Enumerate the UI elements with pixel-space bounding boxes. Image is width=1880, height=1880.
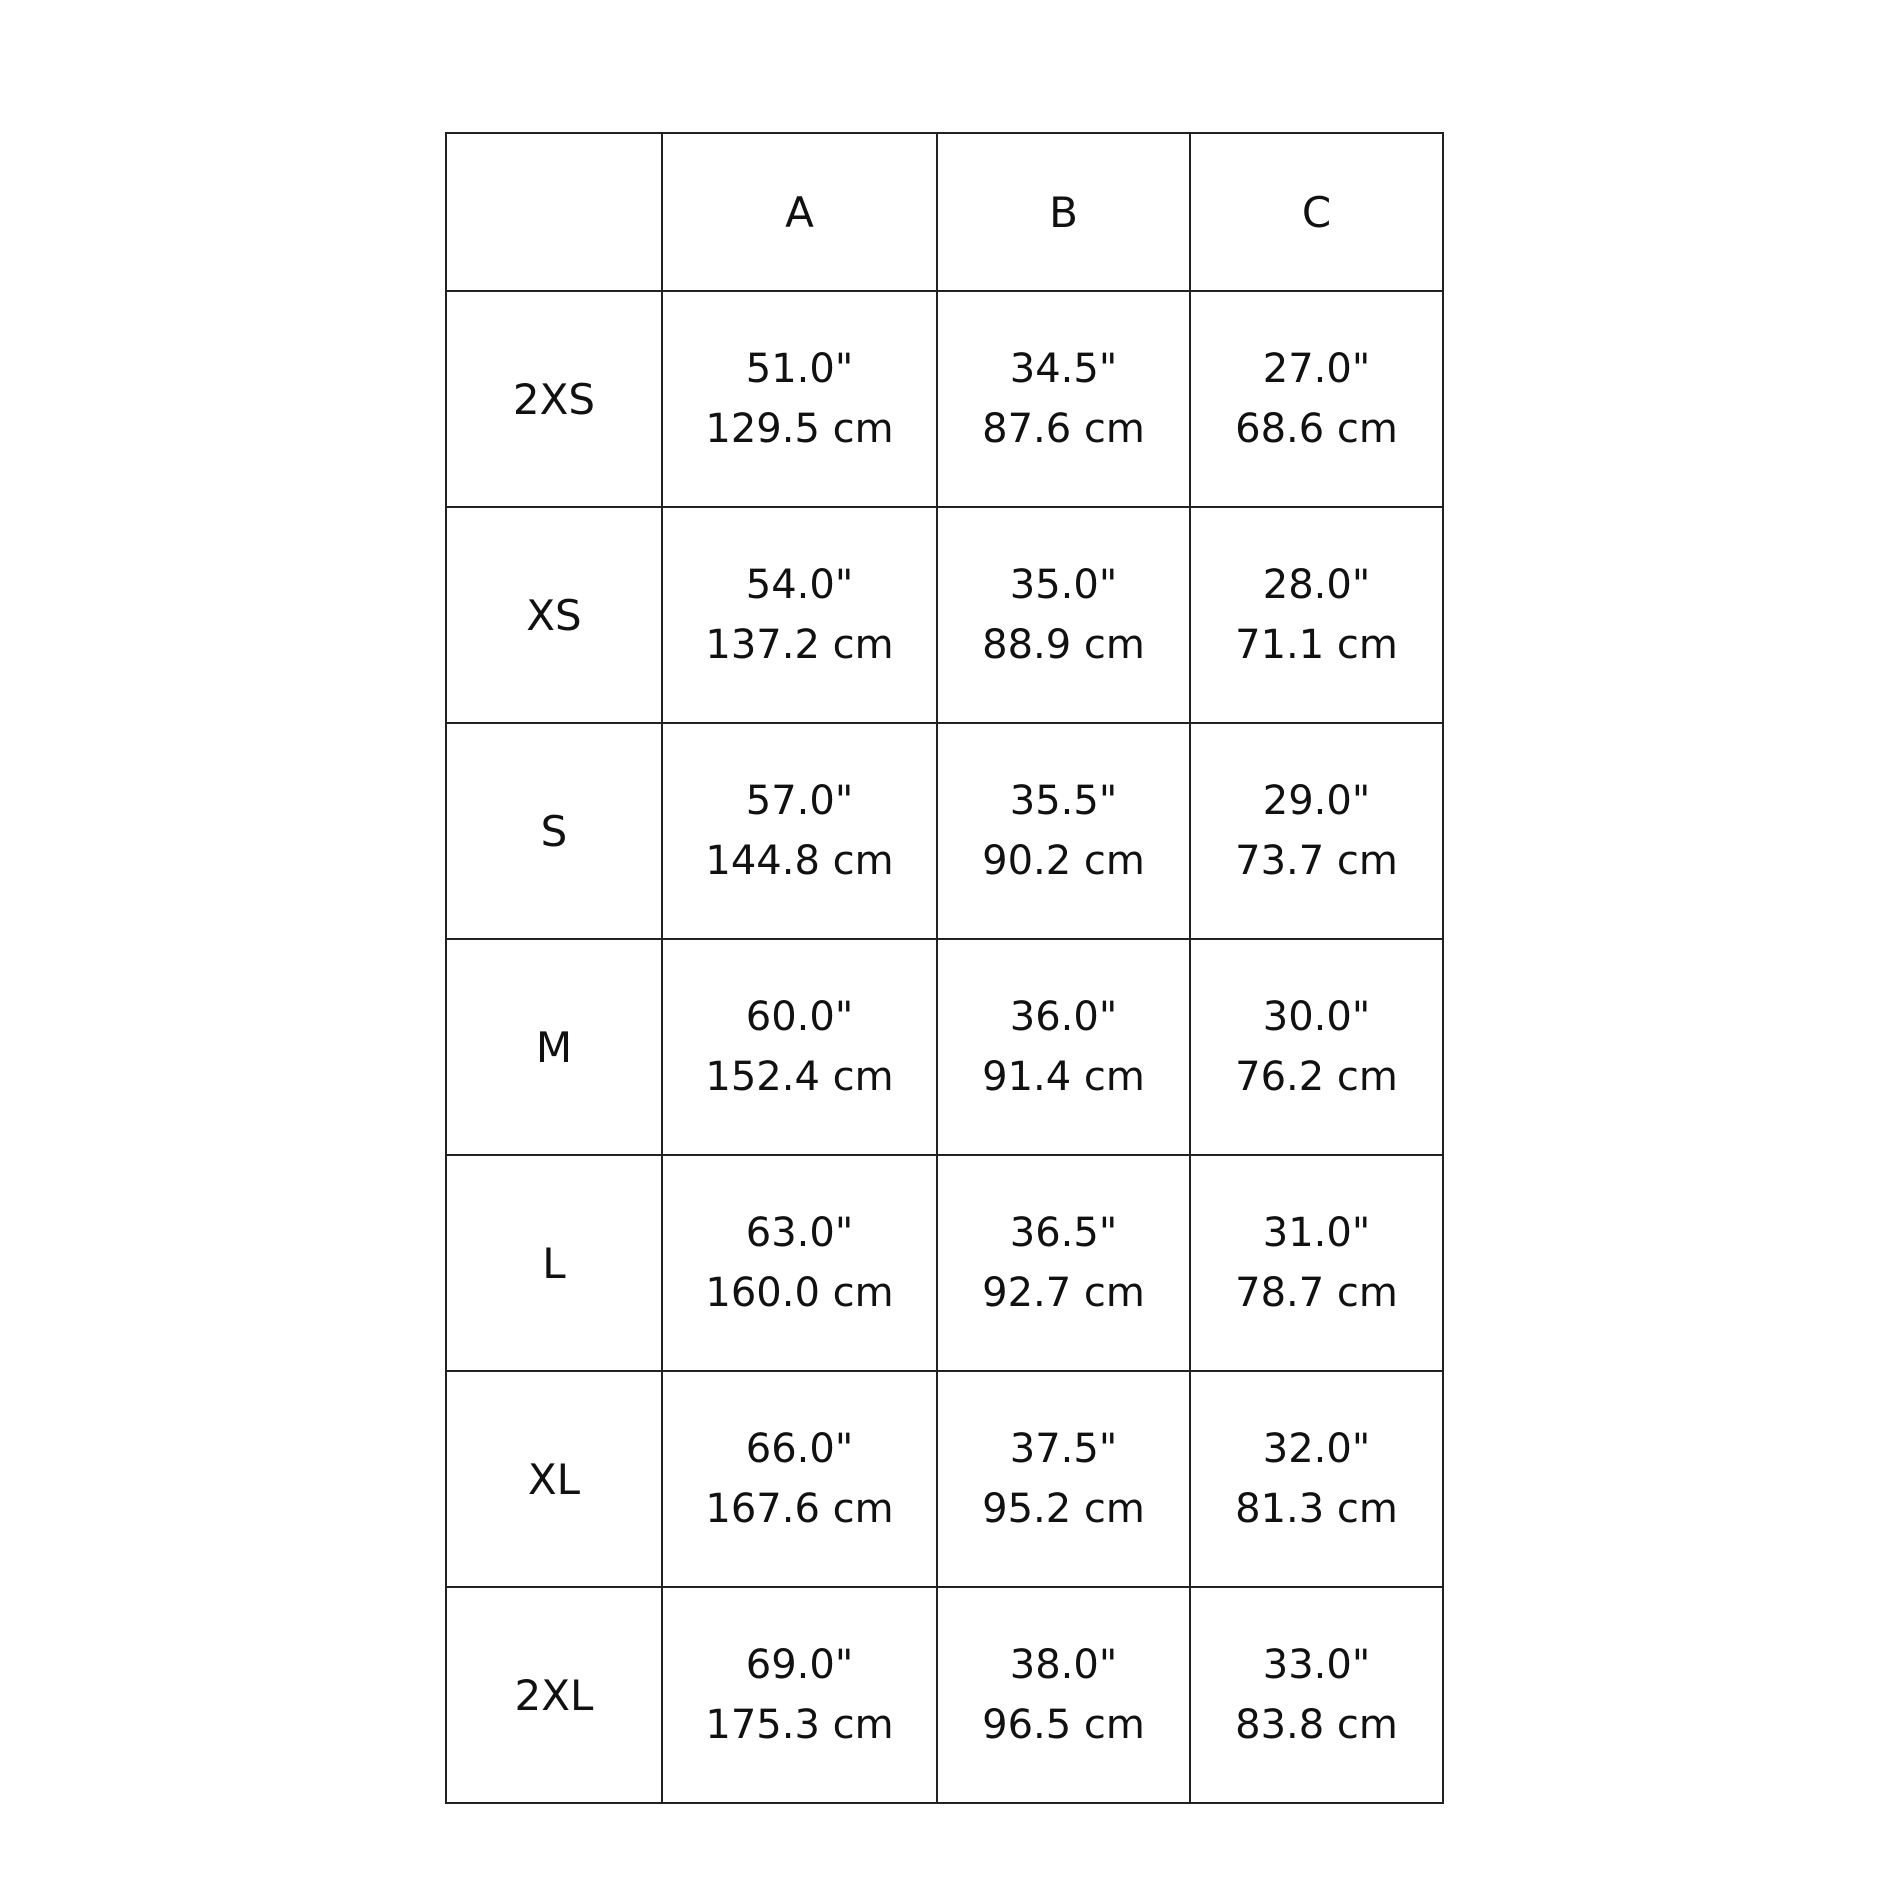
cm-value: 96.5 cm xyxy=(982,1702,1145,1748)
cm-value: 90.2 cm xyxy=(982,838,1145,884)
table-row xyxy=(446,507,1443,723)
measurement-cell xyxy=(937,939,1190,1155)
size-label: S xyxy=(446,723,662,939)
measurement-cell xyxy=(937,1587,1190,1803)
inch-value: 28.0" xyxy=(1262,562,1371,608)
measurement-cell xyxy=(1190,1587,1443,1803)
inch-value: 36.0" xyxy=(1009,994,1118,1040)
inch-value: 30.0" xyxy=(1262,994,1371,1040)
cm-value: 68.6 cm xyxy=(1235,406,1398,452)
measurement-cell xyxy=(937,723,1190,939)
column-header-a: A xyxy=(662,133,937,291)
cm-value: 144.8 cm xyxy=(705,838,894,884)
size-label: 2XL xyxy=(446,1587,662,1803)
header-row xyxy=(446,133,1443,291)
cm-value: 71.1 cm xyxy=(1235,622,1398,668)
inch-value: 69.0" xyxy=(745,1642,854,1688)
cm-value: 76.2 cm xyxy=(1235,1054,1398,1100)
size-label: XL xyxy=(446,1371,662,1587)
inch-value: 51.0" xyxy=(745,346,854,392)
measurement-cell xyxy=(937,1371,1190,1587)
inch-value: 37.5" xyxy=(1009,1426,1118,1472)
cm-value: 87.6 cm xyxy=(982,406,1145,452)
cm-value: 81.3 cm xyxy=(1235,1486,1398,1532)
measurement-cell xyxy=(662,507,937,723)
cm-value: 175.3 cm xyxy=(705,1702,894,1748)
table-row xyxy=(446,1155,1443,1371)
measurement-cell xyxy=(937,1155,1190,1371)
cm-value: 137.2 cm xyxy=(705,622,894,668)
inch-value: 35.0" xyxy=(1009,562,1118,608)
column-header-c: C xyxy=(1190,133,1443,291)
cm-value: 92.7 cm xyxy=(982,1270,1145,1316)
size-label: XS xyxy=(446,507,662,723)
cm-value: 83.8 cm xyxy=(1235,1702,1398,1748)
inch-value: 33.0" xyxy=(1262,1642,1371,1688)
table-row xyxy=(446,291,1443,507)
cm-value: 91.4 cm xyxy=(982,1054,1145,1100)
inch-value: 38.0" xyxy=(1009,1642,1118,1688)
cm-value: 95.2 cm xyxy=(982,1486,1145,1532)
cm-value: 160.0 cm xyxy=(705,1270,894,1316)
cm-value: 78.7 cm xyxy=(1235,1270,1398,1316)
inch-value: 63.0" xyxy=(745,1210,854,1256)
measurement-cell xyxy=(662,1155,937,1371)
measurement-cell xyxy=(1190,723,1443,939)
measurement-cell xyxy=(937,507,1190,723)
measurement-cell xyxy=(662,939,937,1155)
table-row xyxy=(446,1587,1443,1803)
measurement-cell xyxy=(1190,1371,1443,1587)
cm-value: 88.9 cm xyxy=(982,622,1145,668)
inch-value: 60.0" xyxy=(745,994,854,1040)
inch-value: 66.0" xyxy=(745,1426,854,1472)
size-label: M xyxy=(446,939,662,1155)
measurement-cell xyxy=(1190,939,1443,1155)
size-chart-table xyxy=(445,132,1444,1804)
inch-value: 35.5" xyxy=(1009,778,1118,824)
cm-value: 129.5 cm xyxy=(705,406,894,452)
measurement-cell xyxy=(662,1587,937,1803)
inch-value: 36.5" xyxy=(1009,1210,1118,1256)
measurement-cell xyxy=(1190,507,1443,723)
measurement-cell xyxy=(937,291,1190,507)
cm-value: 167.6 cm xyxy=(705,1486,894,1532)
inch-value: 34.5" xyxy=(1009,346,1118,392)
table-row xyxy=(446,723,1443,939)
inch-value: 32.0" xyxy=(1262,1426,1371,1472)
inch-value: 54.0" xyxy=(745,562,854,608)
corner-cell xyxy=(446,133,662,291)
table-row xyxy=(446,939,1443,1155)
measurement-cell xyxy=(662,1371,937,1587)
inch-value: 57.0" xyxy=(745,778,854,824)
size-label: 2XS xyxy=(446,291,662,507)
inch-value: 27.0" xyxy=(1262,346,1371,392)
table-row xyxy=(446,1371,1443,1587)
column-header-b: B xyxy=(937,133,1190,291)
inch-value: 29.0" xyxy=(1262,778,1371,824)
size-label: L xyxy=(446,1155,662,1371)
measurement-cell xyxy=(662,723,937,939)
measurement-cell xyxy=(1190,1155,1443,1371)
inch-value: 31.0" xyxy=(1262,1210,1371,1256)
measurement-cell xyxy=(662,291,937,507)
measurement-cell xyxy=(1190,291,1443,507)
cm-value: 73.7 cm xyxy=(1235,838,1398,884)
cm-value: 152.4 cm xyxy=(705,1054,894,1100)
